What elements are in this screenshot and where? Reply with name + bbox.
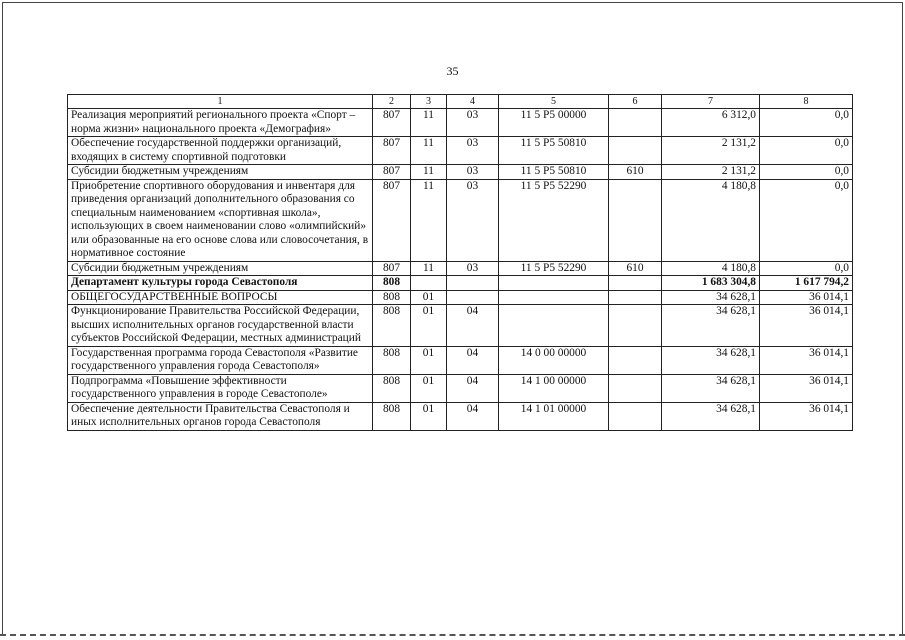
cell-ved: 807 [373, 179, 411, 261]
cell-sum-1: 4 180,8 [662, 179, 760, 261]
cell-pr: 03 [447, 261, 499, 276]
table-row [68, 305, 853, 347]
column-header: 3 [411, 95, 447, 109]
cell-pr: 04 [447, 305, 499, 347]
cell-pr: 04 [447, 402, 499, 430]
cell-sum-2: 0,0 [760, 165, 853, 180]
table-row [68, 109, 853, 137]
cell-pr: 03 [447, 179, 499, 261]
scan-bottom-edge [0, 634, 905, 636]
cell-sum-1: 34 628,1 [662, 346, 760, 374]
table-row [68, 374, 853, 402]
cell-sum-1: 4 180,8 [662, 261, 760, 276]
cell-rz: 11 [411, 179, 447, 261]
cell-ved: 807 [373, 137, 411, 165]
cell-rz: 11 [411, 137, 447, 165]
cell-ved: 807 [373, 165, 411, 180]
column-header: 6 [609, 95, 662, 109]
cell-ved: 808 [373, 374, 411, 402]
cell-pr: 04 [447, 346, 499, 374]
cell-sum-2: 36 014,1 [760, 305, 853, 347]
cell-sum-2: 0,0 [760, 109, 853, 137]
cell-name: Функционирование Правительства Российской Федерации, высших исполнительных органов государственной власти субъектов Российской Федерации, местных администраций [68, 305, 373, 347]
cell-ved: 808 [373, 276, 411, 291]
cell-rz: 01 [411, 402, 447, 430]
cell-vr [609, 179, 662, 261]
cell-sum-1: 34 628,1 [662, 374, 760, 402]
budget-table [67, 94, 853, 431]
table-row [68, 346, 853, 374]
cell-rz: 11 [411, 261, 447, 276]
cell-ved: 808 [373, 290, 411, 305]
cell-sum-2: 36 014,1 [760, 290, 853, 305]
cell-rz: 11 [411, 109, 447, 137]
cell-ved: 807 [373, 109, 411, 137]
cell-rz: 01 [411, 305, 447, 347]
column-header: 1 [68, 95, 373, 109]
cell-sum-1: 2 131,2 [662, 165, 760, 180]
cell-sum-2: 0,0 [760, 261, 853, 276]
cell-csr: 11 5 P5 00000 [499, 109, 609, 137]
cell-sum-1: 2 131,2 [662, 137, 760, 165]
table-row [68, 165, 853, 180]
cell-csr [499, 305, 609, 347]
cell-sum-2: 36 014,1 [760, 402, 853, 430]
cell-pr: 03 [447, 165, 499, 180]
cell-sum-1: 34 628,1 [662, 305, 760, 347]
cell-name: Субсидии бюджетным учреждениям [68, 261, 373, 276]
cell-vr [609, 109, 662, 137]
cell-name: Обеспечение деятельности Правительства Севастополя и иных исполнительных органов города Севастополя [68, 402, 373, 430]
cell-vr [609, 305, 662, 347]
cell-csr: 11 5 P5 50810 [499, 137, 609, 165]
cell-pr: 03 [447, 109, 499, 137]
table-row [68, 276, 853, 291]
cell-ved: 808 [373, 402, 411, 430]
cell-vr [609, 346, 662, 374]
cell-vr: 610 [609, 165, 662, 180]
cell-csr [499, 290, 609, 305]
cell-csr: 14 1 00 00000 [499, 374, 609, 402]
cell-pr: 03 [447, 137, 499, 165]
cell-name: Приобретение спортивного оборудования и инвентаря для приведения организаций дополнительного образования со специальным наименованием «спортивная школа», использующих в своем наименовании слово «олимпийский» или образованные на его основе слова или словосочетания, в нормативное состояние [68, 179, 373, 261]
column-header: 8 [760, 95, 853, 109]
page-number: 35 [446, 64, 459, 78]
cell-csr [499, 276, 609, 291]
cell-name: ОБЩЕГОСУДАРСТВЕННЫЕ ВОПРОСЫ [68, 290, 373, 305]
cell-name: Субсидии бюджетным учреждениям [68, 165, 373, 180]
table-row [68, 290, 853, 305]
cell-vr [609, 402, 662, 430]
cell-csr: 11 5 P5 52290 [499, 261, 609, 276]
column-header: 2 [373, 95, 411, 109]
cell-pr [447, 290, 499, 305]
cell-csr: 11 5 P5 52290 [499, 179, 609, 261]
table-row [68, 402, 853, 430]
cell-sum-1: 34 628,1 [662, 290, 760, 305]
cell-ved: 808 [373, 305, 411, 347]
cell-ved: 807 [373, 261, 411, 276]
cell-rz [411, 276, 447, 291]
table-row [68, 179, 853, 261]
cell-sum-2: 1 617 794,2 [760, 276, 853, 291]
cell-rz: 01 [411, 290, 447, 305]
cell-sum-2: 36 014,1 [760, 346, 853, 374]
table-header-row [68, 95, 853, 109]
cell-name: Департамент культуры города Севастополя [68, 276, 373, 291]
cell-rz: 01 [411, 374, 447, 402]
cell-ved: 808 [373, 346, 411, 374]
cell-vr [609, 290, 662, 305]
cell-name: Государственная программа города Севастополя «Развитие государственного управления города Севастополя» [68, 346, 373, 374]
cell-name: Обеспечение государственной поддержки организаций, входящих в систему спортивной подготовки [68, 137, 373, 165]
cell-sum-1: 6 312,0 [662, 109, 760, 137]
cell-vr [609, 276, 662, 291]
cell-vr: 610 [609, 261, 662, 276]
cell-csr: 14 1 01 00000 [499, 402, 609, 430]
cell-pr [447, 276, 499, 291]
cell-vr [609, 137, 662, 165]
cell-sum-1: 34 628,1 [662, 402, 760, 430]
table-row [68, 261, 853, 276]
cell-name: Подпрограмма «Повышение эффективности государственного управления в городе Севастополе» [68, 374, 373, 402]
cell-rz: 11 [411, 165, 447, 180]
cell-sum-2: 0,0 [760, 179, 853, 261]
cell-pr: 04 [447, 374, 499, 402]
cell-sum-1: 1 683 304,8 [662, 276, 760, 291]
cell-rz: 01 [411, 346, 447, 374]
cell-csr: 14 0 00 00000 [499, 346, 609, 374]
cell-name: Реализация мероприятий регионального проекта «Спорт – норма жизни» национального проекта «Демография» [68, 109, 373, 137]
cell-vr [609, 374, 662, 402]
table-row [68, 137, 853, 165]
cell-csr: 11 5 P5 50810 [499, 165, 609, 180]
column-header: 4 [447, 95, 499, 109]
column-header: 7 [662, 95, 760, 109]
column-header: 5 [499, 95, 609, 109]
cell-sum-2: 0,0 [760, 137, 853, 165]
cell-sum-2: 36 014,1 [760, 374, 853, 402]
